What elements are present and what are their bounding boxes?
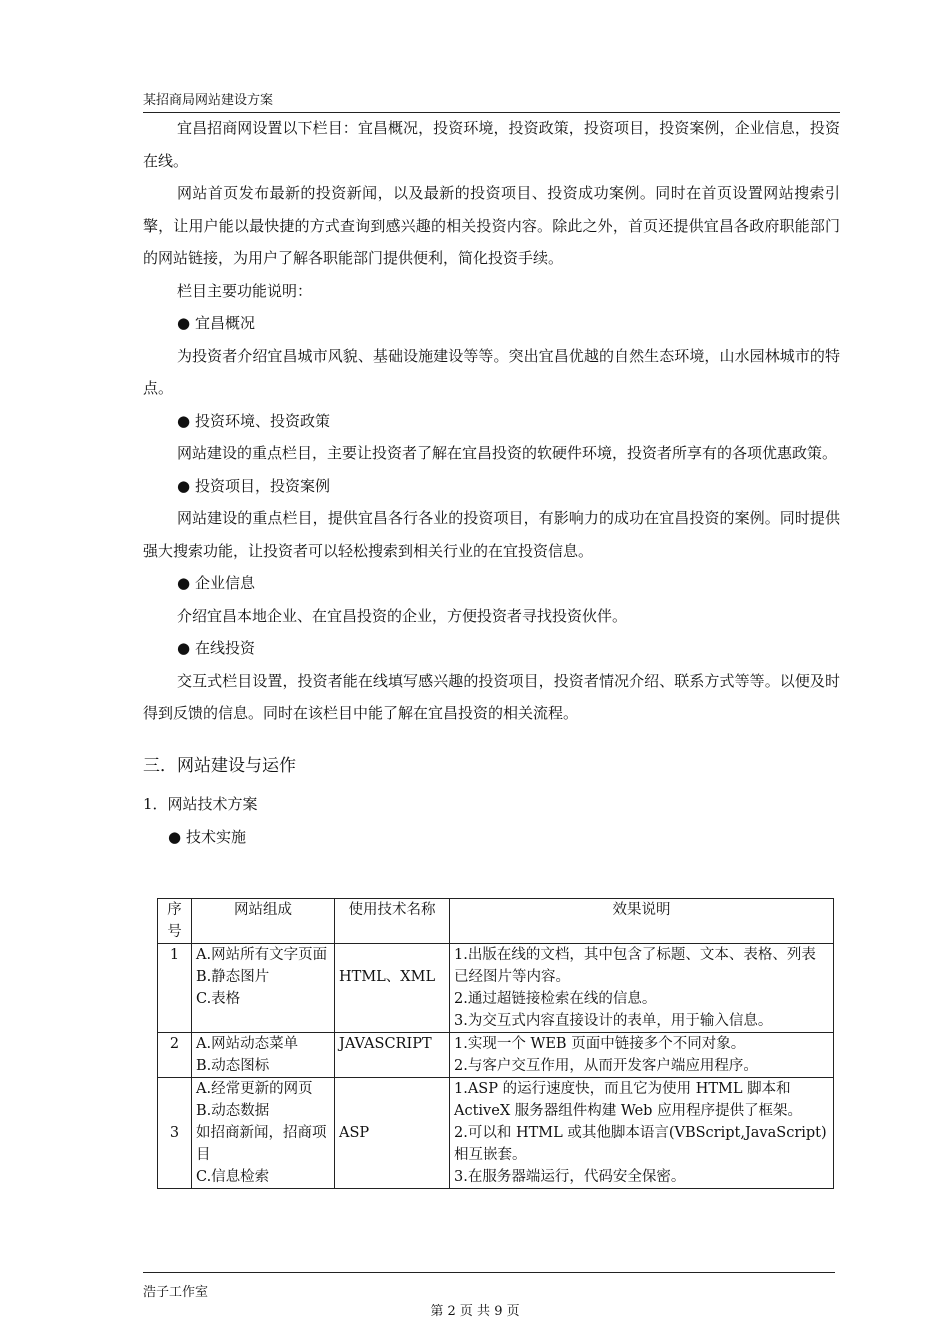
tech-name: HTML、XML bbox=[339, 969, 436, 985]
table-cell-effects bbox=[450, 1078, 834, 1189]
table-cell-tech bbox=[335, 1078, 450, 1189]
effect-line: 3.在服务器端运行，代码安全保密。 bbox=[454, 1169, 686, 1185]
paragraph: 网站首页发布最新的投资新闻，以及最新的投资项目、投资成功案例。同时在首页设置网站搜索引擎，让用户能以最快捷的方式查询到感兴趣的相关投资内容。除此之外，首页还提供宜昌各政府职能部门的网站链接，为用户了解各职能部门提供便利，简化投资手续。 bbox=[143, 184, 840, 267]
effect-line: 相互嵌套。 bbox=[454, 1147, 527, 1163]
bullet-icon: ● bbox=[177, 476, 191, 495]
section-heading: 三．网站建设与运作 bbox=[143, 755, 296, 776]
part-line: A.网站动态菜单 bbox=[196, 1036, 299, 1052]
table-header-cell: 效果说明 bbox=[450, 899, 834, 944]
bullet-label: 投资项目，投资案例 bbox=[195, 476, 331, 495]
bullet-icon: ● bbox=[177, 411, 191, 430]
page-header bbox=[143, 92, 840, 113]
bullet-label: 投资环境、投资政策 bbox=[195, 411, 331, 430]
table-cell-num: 1 bbox=[158, 944, 192, 1033]
page-footer bbox=[143, 1272, 835, 1300]
table-cell-effects bbox=[450, 944, 834, 1033]
tech-name: JAVASCRIPT bbox=[339, 1036, 432, 1052]
bullet-icon: ● bbox=[177, 574, 191, 592]
footer-studio: 浩子工作室 bbox=[143, 1285, 209, 1300]
table-cell-effects bbox=[450, 1033, 834, 1078]
table-row bbox=[158, 1078, 834, 1189]
paragraph: 网站建设的重点栏目，主要让投资者了解在宜昌投资的软硬件环境，投资者所享有的各项优惠政策。 bbox=[177, 444, 838, 462]
paragraph: 宜昌招商网设置以下栏目：宜昌概况，投资环境，投资政策，投资项目，投资案例，企业信息，投资在线。 bbox=[143, 119, 840, 170]
tech-table bbox=[157, 898, 834, 1189]
paragraph: 网站建设的重点栏目，提供宜昌各行各业的投资项目，有影响力的成功在宜昌投资的案例。同时提供强大搜索功能，让投资者可以轻松搜索到相关行业的在宜投资信息。 bbox=[143, 509, 840, 560]
table-cell-parts bbox=[192, 944, 335, 1033]
part-line: B.静态图片 bbox=[196, 969, 270, 985]
effect-line: 1.出版在线的文档，其中包含了标题、文本、表格、列表已经图片等内容。 bbox=[454, 947, 816, 985]
table-cell-num: 3 bbox=[158, 1078, 192, 1189]
bullet-label: 在线投资 bbox=[195, 639, 256, 657]
bullet-item bbox=[143, 470, 840, 503]
paragraph: 栏目主要功能说明： bbox=[177, 281, 313, 300]
document-body bbox=[143, 112, 840, 854]
bullet-icon: ● bbox=[168, 827, 182, 846]
table-row bbox=[158, 1033, 834, 1078]
table-cell-num: 2 bbox=[158, 1033, 192, 1078]
effect-line: 3.为交互式内容直接设计的表单，用于输入信息。 bbox=[454, 1013, 773, 1029]
table-row bbox=[158, 944, 834, 1033]
table-header-cell: 网站组成 bbox=[192, 899, 335, 944]
paragraph: 为投资者介绍宜昌城市风貌、基础设施建设等等。突出宜昌优越的自然生态环境，山水园林城市的特点。 bbox=[143, 346, 840, 397]
part-line: C.信息检索 bbox=[196, 1169, 270, 1185]
bullet-label: 企业信息 bbox=[195, 574, 256, 592]
table-cell-tech bbox=[335, 1033, 450, 1078]
part-line: A.网站所有文字页面 bbox=[196, 947, 328, 963]
subsection-heading: 1．网站技术方案 bbox=[143, 794, 258, 813]
header-title: 某招商局网站建设方案 bbox=[143, 93, 274, 108]
bullet-item bbox=[143, 405, 840, 438]
page-number: 第 2 页 共 9 页 bbox=[430, 1304, 520, 1319]
effect-line: 1.实现一个 WEB 页面中链接多个不同对象。 bbox=[454, 1036, 746, 1052]
table-header-row bbox=[158, 899, 834, 944]
bullet-icon: ● bbox=[177, 314, 191, 332]
part-line: 如招商新闻，招商项目 bbox=[196, 1125, 327, 1163]
bullet-item bbox=[143, 307, 840, 340]
paragraph: 交互式栏目设置，投资者能在线填写感兴趣的投资项目，投资者情况介绍、联系方式等等。以便及时得到反馈的信息。同时在该栏目中能了解在宜昌投资的相关流程。 bbox=[143, 671, 840, 722]
table-header-cell: 序号 bbox=[158, 899, 192, 944]
part-line: B.动态数据 bbox=[196, 1103, 270, 1119]
table-cell-parts bbox=[192, 1078, 335, 1189]
bullet-item bbox=[143, 567, 840, 600]
table-cell-parts bbox=[192, 1033, 335, 1078]
bullet-item bbox=[143, 632, 840, 665]
part-line: B.动态图标 bbox=[196, 1058, 270, 1074]
table-header-cell: 使用技术名称 bbox=[335, 899, 450, 944]
effect-line: 2.与客户交互作用，从而开发客户端应用程序。 bbox=[454, 1058, 758, 1074]
part-line: C.表格 bbox=[196, 991, 241, 1007]
bullet-label: 技术实施 bbox=[186, 827, 247, 846]
part-line: A.经常更新的网页 bbox=[196, 1081, 313, 1097]
effect-line: 2.可以和 HTML 或其他脚本语言(VBScript,JavaScript) bbox=[454, 1125, 827, 1141]
bullet-item bbox=[143, 820, 840, 854]
tech-name: ASP bbox=[339, 1125, 370, 1141]
bullet-label: 宜昌概况 bbox=[195, 314, 256, 332]
paragraph: 介绍宜昌本地企业、在宜昌投资的企业，方便投资者寻找投资伙伴。 bbox=[177, 606, 628, 625]
table-cell-tech bbox=[335, 944, 450, 1033]
bullet-icon: ● bbox=[177, 639, 191, 657]
effect-line: 2.通过超链接检索在线的信息。 bbox=[454, 991, 657, 1007]
effect-line: 1.ASP 的运行速度快，而且它为使用 HTML 脚本和 ActiveX 服务器组件构建 Web 应用程序提供了框架。 bbox=[454, 1081, 803, 1119]
